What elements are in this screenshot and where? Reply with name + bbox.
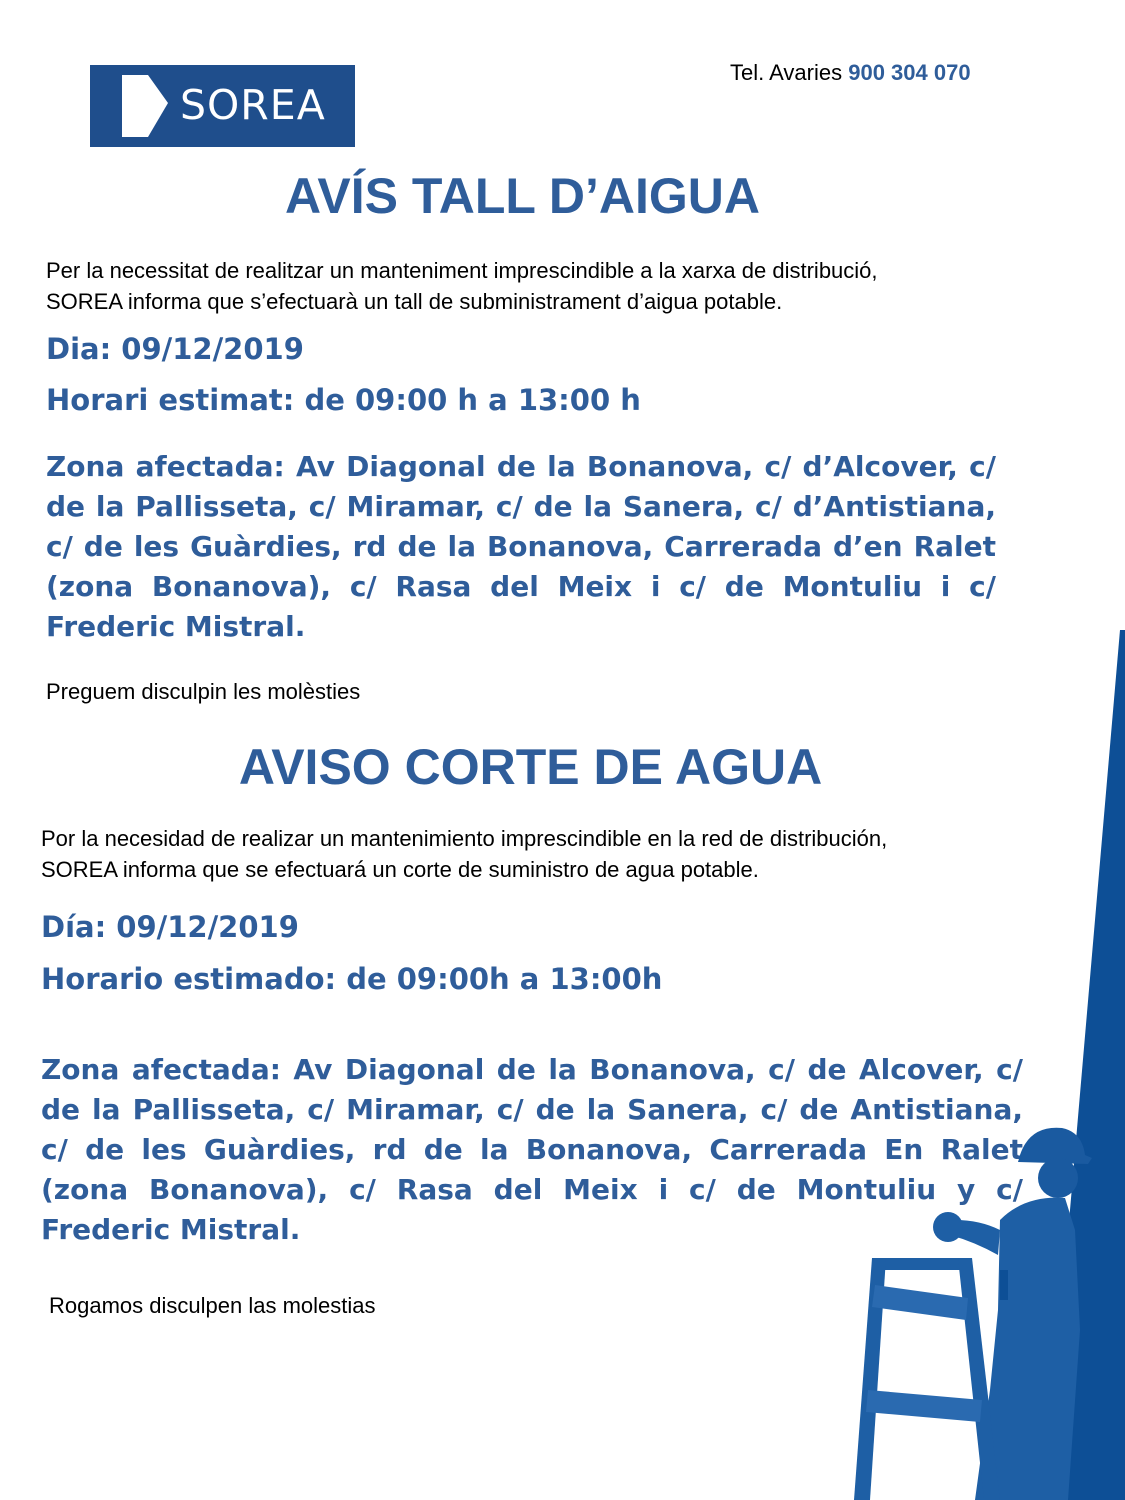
catalan-intro-line1: Per la necessitat de realitzar un manteniment imprescindible a la xarxa de distribució, bbox=[46, 258, 878, 283]
spanish-intro-line2: SOREA informa que se efectuará un corte de suministro de agua potable. bbox=[41, 857, 759, 882]
catalan-zone: Zona afectada: Av Diagonal de la Bonanova, c/ d’Alcover, c/ de la Pallisseta, c/ Miramar, c/ de la Sanera, c/ d’Antistiana, c/ de les Guàrdies, rd de la Bonanova, Carrerada d’en Ralet (zona Bonanova), c/ Rasa del Meix i c/ de Montuliu i c/ Frederic Mistral. bbox=[46, 450, 996, 643]
logo-text: SOREA bbox=[180, 81, 326, 129]
sorea-logo bbox=[90, 65, 355, 147]
phone-label: Tel. Avaries bbox=[730, 60, 843, 85]
catalan-schedule: Horari estimat: de 09:00 h a 13:00 h bbox=[46, 383, 641, 417]
logo-play-icon bbox=[120, 75, 170, 137]
spanish-intro-line1: Por la necesidad de realizar un mantenimiento imprescindible en la red de distribución, bbox=[41, 826, 888, 851]
catalan-date: Dia: 09/12/2019 bbox=[46, 332, 304, 366]
spanish-schedule: Horario estimado: de 09:00h a 13:00h bbox=[41, 962, 663, 996]
catalan-intro-line2: SOREA informa que s’efectuarà un tall de subministrament d’aigua potable. bbox=[46, 289, 783, 314]
spanish-zone: Zona afectada: Av Diagonal de la Bonanova, c/ de Alcover, c/ de la Pallisseta, c/ Miramar, c/ de la Sanera, c/ de Antistiana, c/ de les Guàrdies, rd de la Bonanova, Carrerada En Ralet (zona Bonanova), c/ Rasa del Meix i c/ de Montuliu y c/ Frederic Mistral. bbox=[41, 1053, 1023, 1246]
catalan-intro bbox=[46, 255, 1066, 317]
spanish-date: Día: 09/12/2019 bbox=[41, 910, 299, 944]
spanish-apology: Rogamos disculpen las molestias bbox=[49, 1293, 376, 1318]
breakdown-phone bbox=[730, 60, 971, 86]
catalan-title: AVÍS TALL D’AIGUA bbox=[285, 168, 760, 224]
phone-number: 900 304 070 bbox=[848, 60, 971, 85]
catalan-apology: Preguem disculpin les molèsties bbox=[46, 679, 361, 704]
worker-illustration-icon bbox=[850, 630, 1125, 1500]
spanish-title: AVISO CORTE DE AGUA bbox=[238, 739, 823, 795]
